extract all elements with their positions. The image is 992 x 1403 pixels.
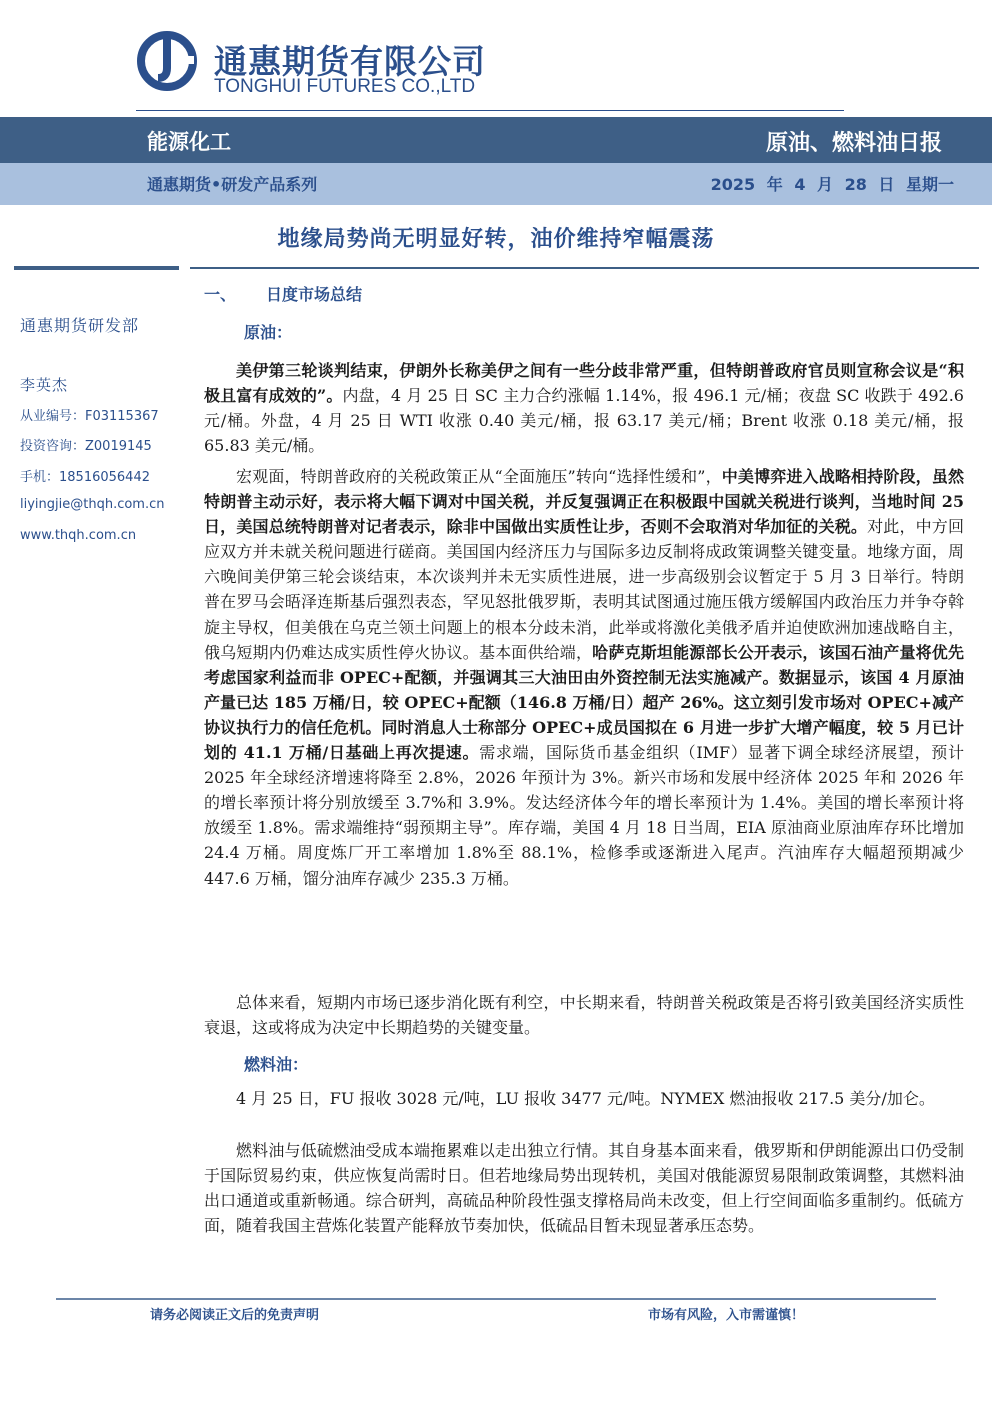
company-name-en: TONGHUI FUTURES CO.,LTD (214, 76, 476, 97)
section-label: 能源化工 (147, 130, 231, 154)
body-text: 需求端，国际货币基金组织（IMF）显著下调全球经济展望，预计 2025 年全球经济增速将降至 2.8%，2026 年预计为 3%。新兴市场和发展中经济体 2025 年和 2026 年的增长率预计将分别放缓至 3.7%和 3.9%。发达经济体今年的增长率预计为 1.4%。美国的增长率预计将放缓至 1.8%。需求端维持“弱预期主导”。库存端，美国 4 月 18 日当周，EIA 原油商业原油库存环比增加 24.4 万桶。周度炼厂开工率增加 1.8%至 88.1%，检修季或逐渐进入尾声。汽油库存大幅超预期减少 447.6 万桶，馏分油库存减少 235.3 万桶。 (204, 743, 964, 888)
body-text: 宏观面，特朗普政府的关税政策正从“全面施压”转向“选择性缓和”， (236, 467, 722, 486)
fuel-paragraph-1: 4 月 25 日，FU 报收 3028 元/吨，LU 报收 3477 元/吨。NYMEX 燃油报收 217.5 美分/加仑。 (236, 1089, 935, 1108)
company-logo-icon (136, 30, 198, 92)
headline-rule-left (14, 266, 179, 270)
fuel-heading: 燃料油： (244, 1055, 309, 1074)
section-title: 日度市场总结 (266, 285, 363, 304)
body-text: 对此，中方回应双方并未就关税问题进行磋商。美国国内经济压力与国际多边反制将成政策调整关键变量。地缘方面，周六晚间美伊第三轮会谈结束，本次谈判并未无实质性进展，进一步高级别会议暂定于 5 月 3 日举行。特朗普在罗马会晤泽连斯基后强烈表态，罕见怒批俄罗斯，表明其试图通过施压俄方缓解国内政治压力并争夺斡旋主导权，但美俄在乌克兰领土问题上的根本分歧未消，此举或将激化美俄矛盾并迫使欧洲加速战略自主，俄乌短期内仍难达成实质性停火协议。基本面供给端， (204, 517, 964, 662)
fuel-paragraph-2: 燃料油与低硫燃油受成本端拖累难以走出独立行情。其自身基本面来看，俄罗斯和伊朗能源出口仍受制于国际贸易约束，供应恢复尚需时日。但若地缘局势出现转机，美国对俄能源贸易限制政策调整，其燃料油出口通道或重新畅通。综合研判，高硫品种阶段性强支撑格局尚未改变，但上行空间面临多重制约。低硫方面，随着我国主营炼化装置产能释放节奏加快，低硫品目暂未现显著承压态势。 (204, 1141, 964, 1236)
emphasis-text: 中美博弈进入战略相持阶段，虽然特朗普主动示好，表示将大幅下调对中国关税，并反复强调正在积极跟中国就关税进行谈判，当地时间 25 日，美国总统特朗普对记者表示，除非中国做出实质性让步，否则不会取消对华加征的关税。 (204, 467, 964, 537)
crude-paragraph-1 (204, 358, 964, 458)
header-divider (136, 110, 844, 111)
crude-paragraph-2 (204, 464, 964, 891)
sidebar-analyst-name: 李英杰 (20, 376, 69, 394)
sidebar-department: 通惠期货研发部 (20, 316, 140, 335)
footer-disclaimer: 请务必阅读正文后的免责声明 (150, 1308, 320, 1323)
report-date: 2025 年 4 月 28 日 星期一 (710, 175, 954, 194)
sidebar-advisory: 投资咨询：Z0019145 (20, 439, 152, 454)
sidebar-website[interactable]: www.thqh.com.cn (20, 528, 137, 543)
series-label: 通惠期货•研发产品系列 (147, 175, 318, 194)
headline-rule-right (190, 267, 979, 269)
company-name-cn: 通惠期货有限公司 (214, 42, 486, 81)
emphasis-text: 美伊第三轮谈判结束，伊朗外长称美伊之间有一些分歧非常严重，但特朗普政府官员则宣称会议是“积极且富有成效的”。 (204, 361, 964, 406)
crude-heading: 原油： (244, 323, 293, 342)
emphasis-text: 哈萨克斯坦能源部长公开表示，该国石油产量将优先考虑国家利益而非 OPEC+配额，并强调其三大油田由外资控制无法实施减产。数据显示，该国 4 月原油产量已达 185 万桶/日，较 OPEC+配额（146.8 万桶/日）超产 26%。这立刻引发市场对 OPEC+减产协议执行力的信任危机。同时消息人士称部分 OPEC+成员国拟在 6 月进一步扩大增产幅度，较 5 月已计划的 41.1 万桶/日基础上再次提速。 (204, 642, 964, 763)
section-number: 一、 (204, 285, 237, 304)
sidebar-phone: 手机：18516056442 (20, 470, 150, 485)
sidebar-email[interactable]: liyingjie@thqh.com.cn (20, 497, 165, 512)
report-type: 原油、燃料油日报 (765, 131, 942, 156)
sidebar-license: 从业编号：F03115367 (20, 409, 159, 424)
footer-divider (56, 1298, 936, 1300)
crude-paragraph-3: 总体来看，短期内市场已逐步消化既有利空，中长期来看，特朗普关税政策是否将引致美国经济实质性衰退，这或将成为决定中长期趋势的关键变量。 (204, 993, 964, 1038)
section-heading (204, 282, 362, 305)
report-headline: 地缘局势尚无明显好转，油价维持窄幅震荡 (277, 227, 715, 252)
footer-risk-notice: 市场有风险，入市需谨慎！ (648, 1308, 805, 1323)
body-text: 内盘，4 月 25 日 SC 主力合约涨幅 1.14%，报 496.1 元/桶；夜盘 SC 收跌于 492.6 元/桶。外盘，4 月 25 日 WTI 收涨 0.40 美元/桶，报 63.17 美元/桶；Brent 收涨 0.18 美元/桶，报 65.83 美元/桶。 (204, 386, 964, 456)
